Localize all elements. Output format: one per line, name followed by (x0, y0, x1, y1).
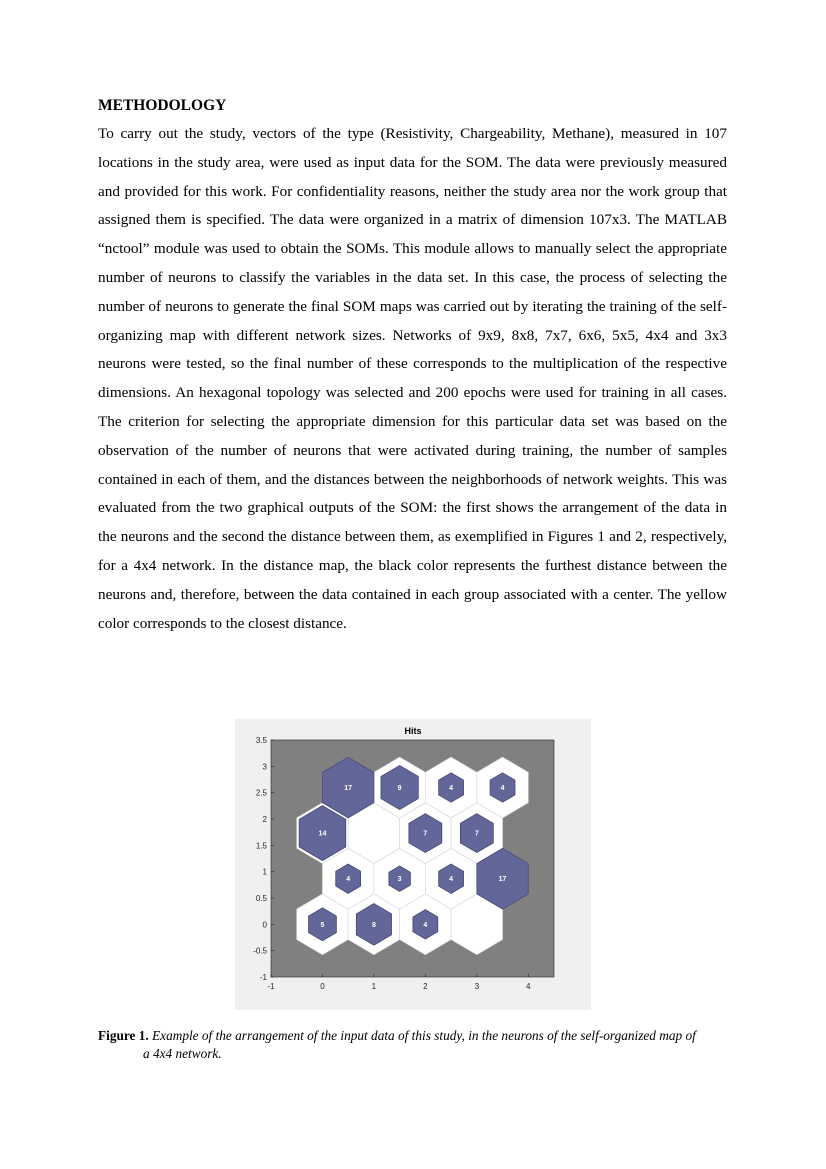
y-tick-label: 1.5 (255, 841, 267, 851)
x-tick-label: 4 (526, 982, 531, 991)
neuron-hit-label: 4 (500, 785, 505, 793)
figure-1 (235, 719, 591, 1010)
y-tick-label: 0.5 (255, 894, 267, 903)
neuron-hit-label: 4 (346, 876, 351, 884)
neuron-hit-label: 4 (449, 876, 454, 884)
caption-line-2: a 4x4 network. (143, 1046, 222, 1061)
neuron-hit-label: 17 (498, 876, 507, 884)
section-heading: METHODOLOGY (98, 97, 227, 114)
x-tick-label: 3 (474, 982, 480, 991)
x-tick-label: 1 (371, 982, 377, 991)
hits-chart (235, 719, 591, 1010)
neuron-hit-label: 4 (423, 921, 428, 929)
y-tick-label: 3.5 (255, 736, 267, 745)
figure-caption (98, 1027, 734, 1063)
chart-title: Hits (404, 726, 422, 736)
neuron-hit-label: 14 (318, 830, 327, 838)
neuron-hit-label: 8 (371, 921, 376, 929)
y-tick-label: -1 (259, 973, 267, 982)
x-tick-label: -1 (267, 982, 275, 991)
neuron-hit-label: 3 (397, 876, 402, 884)
neuron-hit-label: 9 (397, 785, 402, 793)
y-tick-label: 3 (262, 762, 267, 772)
methodology-paragraph: To carry out the study, vectors of the type (Resistivity, Chargeability, Methane), measured in 107 locations in the study area, were used as input data for the SOM. The data were previously measured and provided for this work. For confidentiality reasons, neither the study area nor the work group that assigned them is specified. The data were organized in a matrix of dimension 107x3. The MATLAB “nctool” module was used to obtain the SOMs. This module allows to manually select the appropriate number of neurons to classify the variables in the data set. In this case, the process of selecting the number of neurons to generate the final SOM maps was carried out by iterating the training of the self-organizing map with different network sizes. Networks of 9x9, 8x8, 7x7, 6x6, 5x5, 4x4 and 3x3 neurons were tested, so the final number of these corresponds to the multiplication of the respective dimensions. An hexagonal topology was selected and 200 epochs were used for training in all cases. The criterion for selecting the appropriate dimension for this particular data set was based on the observation of the number of neurons that were activated during training, the number of samples contained in each of them, and the distances between the neighborhoods of network weights. This was evaluated from the two graphical outputs of the SOM: the first shows the arrangement of the data in the neurons and the second the distance between them, as exemplified in Figures 1 and 2, respectively, for a 4x4 network. In the distance map, the black color represents the furthest distance between the neurons and, therefore, between the data contained in each group associated with a center. The yellow color corresponds to the closest distance. (98, 125, 727, 632)
y-tick-label: 1 (262, 867, 267, 877)
y-tick-label: 0 (262, 920, 267, 930)
neuron-hit-label: 5 (320, 921, 325, 929)
neuron-hit-label: 7 (423, 830, 428, 838)
x-tick-label: 0 (320, 982, 325, 991)
y-tick-label: 2 (262, 815, 267, 824)
caption-line-1: Example of the arrangement of the input data of this study, in the neurons of the self-organized map of (152, 1028, 696, 1043)
neuron-hit-label: 7 (474, 830, 479, 838)
caption-label: Figure 1. (98, 1028, 149, 1043)
x-tick-label: 2 (423, 982, 428, 991)
y-tick-label: 2.5 (255, 788, 267, 798)
neuron-hit-label: 4 (449, 785, 454, 793)
y-tick-label: -0.5 (253, 946, 267, 956)
neuron-hit-label: 17 (344, 785, 353, 793)
